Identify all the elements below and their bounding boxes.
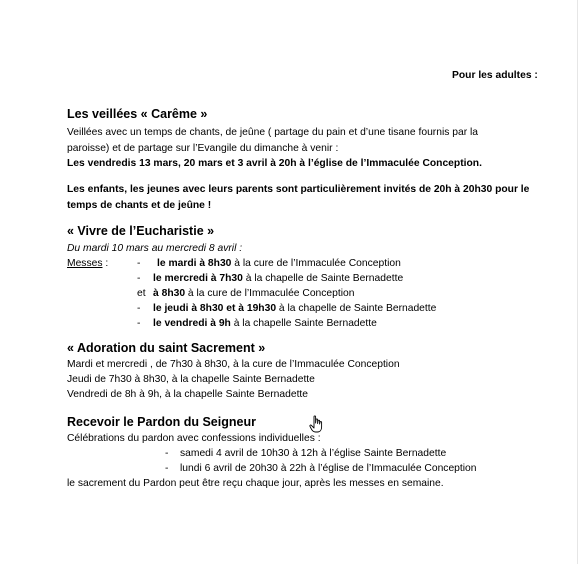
mass-item-1-time: le mardi à 8h30	[157, 258, 232, 269]
careme-invite-2: temps de chants et de jeûne !	[67, 200, 212, 211]
pardon-title: Recevoir le Pardon du Seigneur	[67, 415, 256, 429]
adoration-title: « Adoration du saint Sacrement »	[67, 341, 266, 355]
mass-item-5	[153, 316, 377, 332]
pardon-item-1: samedi 4 avril de 10h30 à 12h à l’église Sainte Bernadette	[180, 448, 447, 459]
careme-invite-1: Les enfants, les jeunes avec leurs parents sont particulièrement invités de 20h à 20h30 pour le	[67, 184, 530, 195]
dash: -	[165, 448, 169, 459]
careme-title: Les veillées « Carême »	[67, 107, 208, 121]
mass-item-5-time: le vendredi à 9h	[153, 318, 231, 329]
careme-dates: Les vendredis 13 mars, 20 mars et 3 avril à 20h à l’église de l’Immaculée Conception.	[67, 158, 482, 169]
mass-item-3-place: à la cure de l’Immaculée Conception	[185, 288, 355, 299]
mass-item-2	[153, 271, 403, 287]
mass-item-1	[157, 256, 401, 272]
adoration-line-2: Jeudi de 7h30 à 8h30, à la chapelle Sainte Bernadette	[67, 374, 315, 385]
pardon-footer: le sacrement du Pardon peut être reçu chaque jour, après les messes en semaine.	[67, 478, 444, 489]
careme-line-1: Veillées avec un temps de chants, de jeûne ( partage du pain et d’une tisane fournis par la	[67, 127, 479, 138]
adoration-line-3: Vendredi de 8h à 9h, à la chapelle Sainte Bernadette	[67, 389, 309, 400]
mass-item-3-time: à 8h30	[153, 288, 186, 299]
messes-colon: :	[102, 258, 109, 269]
dash: -	[137, 318, 141, 329]
dash: -	[137, 258, 141, 269]
mass-item-4	[153, 301, 436, 317]
dash: -	[165, 463, 169, 474]
audience-label: Pour les adultes :	[452, 70, 538, 81]
mass-item-5-place: à la chapelle Sainte Bernadette	[230, 318, 377, 329]
mass-item-1-place: à la cure de l’Immaculée Conception	[231, 258, 401, 269]
dash: -	[137, 273, 141, 284]
eucharistie-period: Du mardi 10 mars au mercredi 8 avril :	[67, 243, 243, 254]
pardon-intro: Célébrations du pardon avec confessions individuelles :	[67, 433, 321, 444]
mass-item-4-place: à la chapelle de Sainte Bernadette	[276, 303, 437, 314]
mass-item-2-place: à la chapelle de Sainte Bernadette	[242, 273, 404, 284]
mass-item-4-time: le jeudi à 8h30 et à 19h30	[153, 303, 277, 314]
careme-line-2: paroisse) et de partage sur l’Evangile du dimanche à venir :	[67, 143, 339, 154]
mass-item-3-prefix: et	[137, 288, 146, 299]
messes-label	[67, 256, 108, 272]
messes-word: Messes	[67, 258, 103, 269]
pardon-item-2: lundi 6 avril de 20h30 à 22h à l’église de l’Immaculée Conception	[180, 463, 477, 474]
adoration-line-1: Mardi et mercredi , de 7h30 à 8h30, à la cure de l’Immaculée Conception	[67, 359, 400, 370]
mass-item-3	[153, 286, 354, 302]
hand-pointer-icon	[309, 415, 323, 433]
eucharistie-title: « Vivre de l’Eucharistie »	[67, 224, 215, 238]
dash: -	[137, 303, 141, 314]
mass-item-2-time: le mercredi à 7h30	[153, 273, 243, 284]
